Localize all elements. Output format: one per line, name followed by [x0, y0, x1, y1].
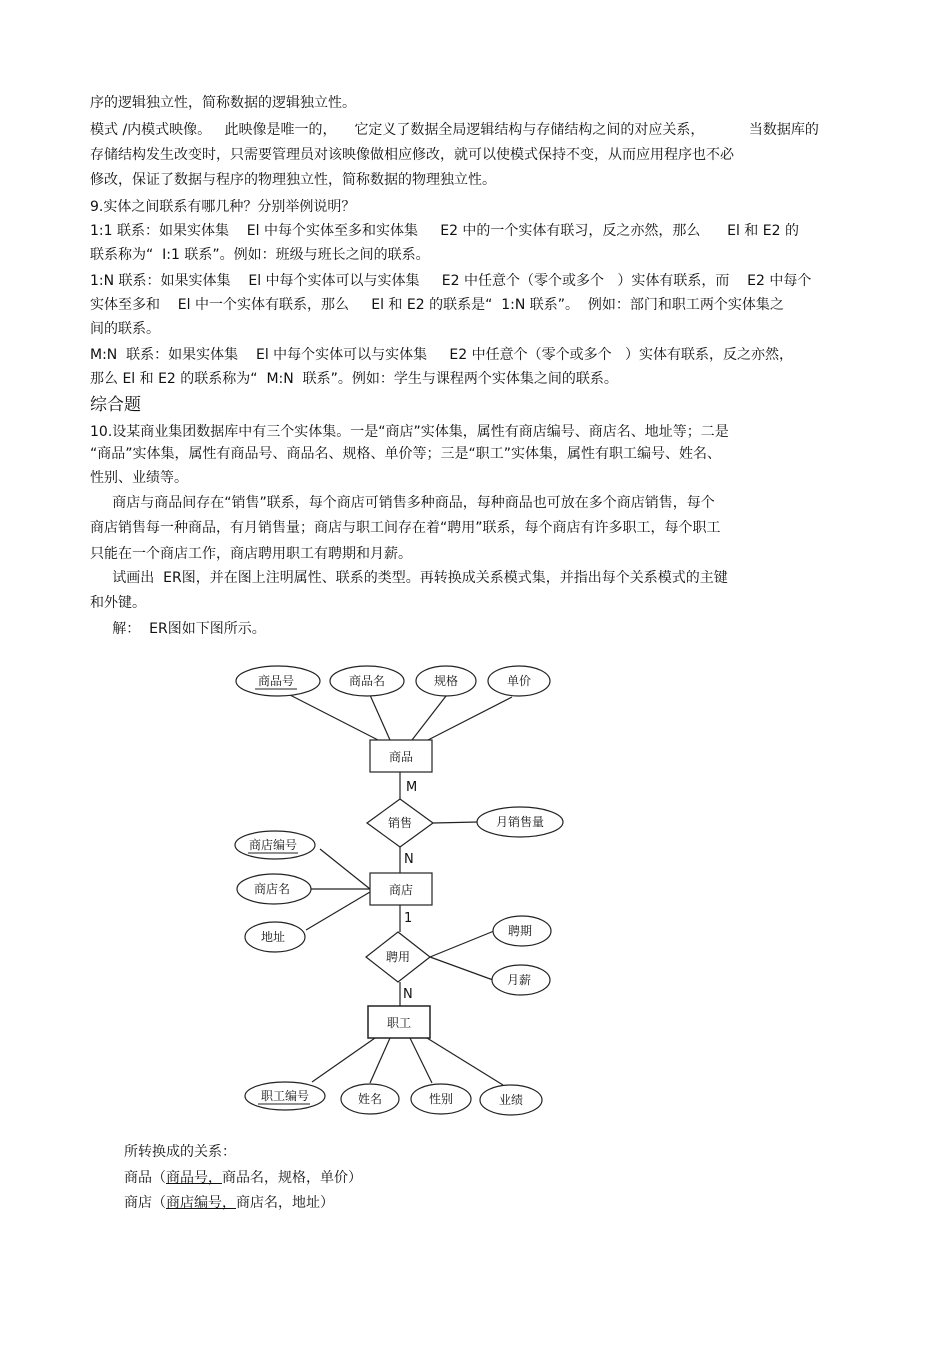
- entity-goods: [370, 740, 432, 772]
- text-line: 实体至多和 El 中一个实体有联系，那么 El 和 E2 的联系是“ 1:N 联系”。 例如：部门和职工两个实体集之: [90, 297, 784, 313]
- attr-staff-no: [245, 1082, 325, 1110]
- relationship-hire: [366, 932, 430, 982]
- attr-store-name-label: 商店名: [253, 882, 291, 896]
- text-line: 修改，保证了数据与程序的物理独立性，简称数据的物理独立性。: [90, 172, 496, 188]
- attr-store-no: [235, 831, 315, 859]
- attr-store-name: [237, 874, 311, 904]
- attr-salary-label: 月薪: [506, 973, 532, 987]
- attr-goods-no: [236, 666, 320, 696]
- text-line: 存储结构发生改变时，只需要管理员对该映像做相应修改，就可以使模式保持不变，从而应用程序也不必: [90, 147, 734, 163]
- relationship-sale: [367, 799, 433, 847]
- attr-goods-name-label: 商品名: [348, 674, 386, 688]
- attr-address: [245, 922, 305, 952]
- attr-name: [341, 1084, 399, 1114]
- text-line: M:N 联系：如果实体集 El 中每个实体可以与实体集 E2 中任意个（零个或多个 ）实体有联系，反之亦然，: [90, 347, 793, 363]
- attr-salary: [492, 965, 550, 995]
- attr-performance-label: 业绩: [498, 1093, 524, 1107]
- relation-store-open: （: [152, 1195, 166, 1211]
- attr-spec: [416, 666, 476, 696]
- attr-period: [493, 916, 551, 946]
- attr-store-no-label: 商店编号: [248, 838, 298, 852]
- attr-address-label: 地址: [260, 930, 286, 944]
- question-9: 9.实体之间联系有哪几种？分别举例说明？: [90, 199, 356, 215]
- text-line: 商店与商品间存在“销售”联系，每个商店可销售多种商品，每种商品也可放在多个商店销售，每个: [90, 495, 715, 511]
- text-line: 模式 /内模式映像。 此映像是唯一的， 它定义了数据全局逻辑结构与存储结构之间的对应关系， 当数据库的: [90, 122, 819, 138]
- question-10: 10.设某商业集团数据库中有三个实体集。一是“商店”实体集，属性有商店编号、商店名、地址等；二是: [90, 424, 729, 440]
- text-line: 解： ER图如下图所示。: [90, 621, 266, 637]
- cardinality-hire-store: 1: [404, 911, 413, 926]
- entity-goods-label: 商品: [388, 750, 414, 764]
- relation-store: [124, 1194, 334, 1212]
- cardinality-sale-goods: M: [406, 780, 418, 795]
- attr-goods-name: [330, 666, 404, 696]
- text-line: 间的联系。: [90, 321, 160, 337]
- text-line: 性别、业绩等。: [90, 470, 188, 486]
- attr-monthly-sales-label: 月销售量: [495, 815, 545, 829]
- relationship-hire-label: 聘用: [385, 950, 411, 964]
- text-line: 试画出 ER图，并在图上注明属性、联系的类型。再转换成关系模式集，并指出每个关系模式的主键: [90, 570, 728, 586]
- text-line: 联系称为“ I:1 联系”。例如：班级与班长之间的联系。: [90, 247, 430, 263]
- entity-staff-label: 职工: [386, 1016, 412, 1030]
- relation-goods-key: 商品号，: [166, 1170, 222, 1186]
- text-line: 和外键。: [90, 595, 146, 611]
- text-line: 1:1 联系：如果实体集 El 中每个实体至多和实体集 E2 中的一个实体有联习，反之亦然，那么 El 和 E2 的: [90, 223, 799, 239]
- attr-gender: [411, 1084, 471, 1114]
- relations-intro: 所转换成的关系：: [124, 1144, 236, 1160]
- attr-goods-no-label: 商品号: [257, 674, 295, 688]
- text-line: 1:N 联系：如果实体集 El 中每个实体可以与实体集 E2 中任意个（零个或多个 ）实体有联系，而 E2 中每个: [90, 273, 812, 289]
- section-heading: 综合题: [90, 395, 141, 415]
- relation-goods-rest: 商品名，规格，单价）: [222, 1170, 362, 1186]
- entity-store-label: 商店: [388, 883, 414, 897]
- cardinality-hire-staff: N: [403, 987, 413, 1002]
- entity-staff: [368, 1006, 430, 1038]
- relation-store-rest: 商店名，地址）: [236, 1195, 334, 1211]
- attr-price-label: 单价: [506, 674, 532, 688]
- relation-store-key: 商店编号，: [166, 1195, 236, 1211]
- text-line: 那么 El 和 E2 的联系称为“ M:N 联系”。例如：学生与课程两个实体集之间的联系。: [90, 371, 618, 387]
- cardinality-sale-store: N: [404, 852, 414, 867]
- text-line: “商品”实体集，属性有商品号、商品名、规格、单价等；三是“职工”实体集，属性有职工编号、姓名、: [90, 446, 722, 462]
- text-line: 商店销售每一种商品，有月销售量；商店与职工间存在着“聘用”联系，每个商店有许多职工，每个职工: [90, 520, 721, 536]
- attr-price: [488, 666, 550, 696]
- attr-staff-no-label: 职工编号: [260, 1089, 310, 1103]
- text-line: 序的逻辑独立性，简称数据的逻辑独立性。: [90, 95, 356, 111]
- text-line: 只能在一个商店工作，商店聘用职工有聘期和月薪。: [90, 546, 412, 562]
- relationship-sale-label: 销售: [387, 816, 413, 830]
- attr-gender-label: 性别: [428, 1092, 454, 1106]
- entity-store: [370, 873, 432, 905]
- relation-goods-open: （: [152, 1170, 166, 1186]
- attr-spec-label: 规格: [433, 674, 459, 688]
- attr-performance: [480, 1085, 542, 1115]
- relation-goods: [124, 1169, 362, 1187]
- attr-period-label: 聘期: [507, 924, 533, 938]
- attr-monthly-sales: [477, 807, 563, 837]
- attr-name-label: 姓名: [357, 1092, 383, 1106]
- relation-store-name: 商店: [124, 1195, 152, 1211]
- relation-goods-name: 商品: [124, 1170, 152, 1186]
